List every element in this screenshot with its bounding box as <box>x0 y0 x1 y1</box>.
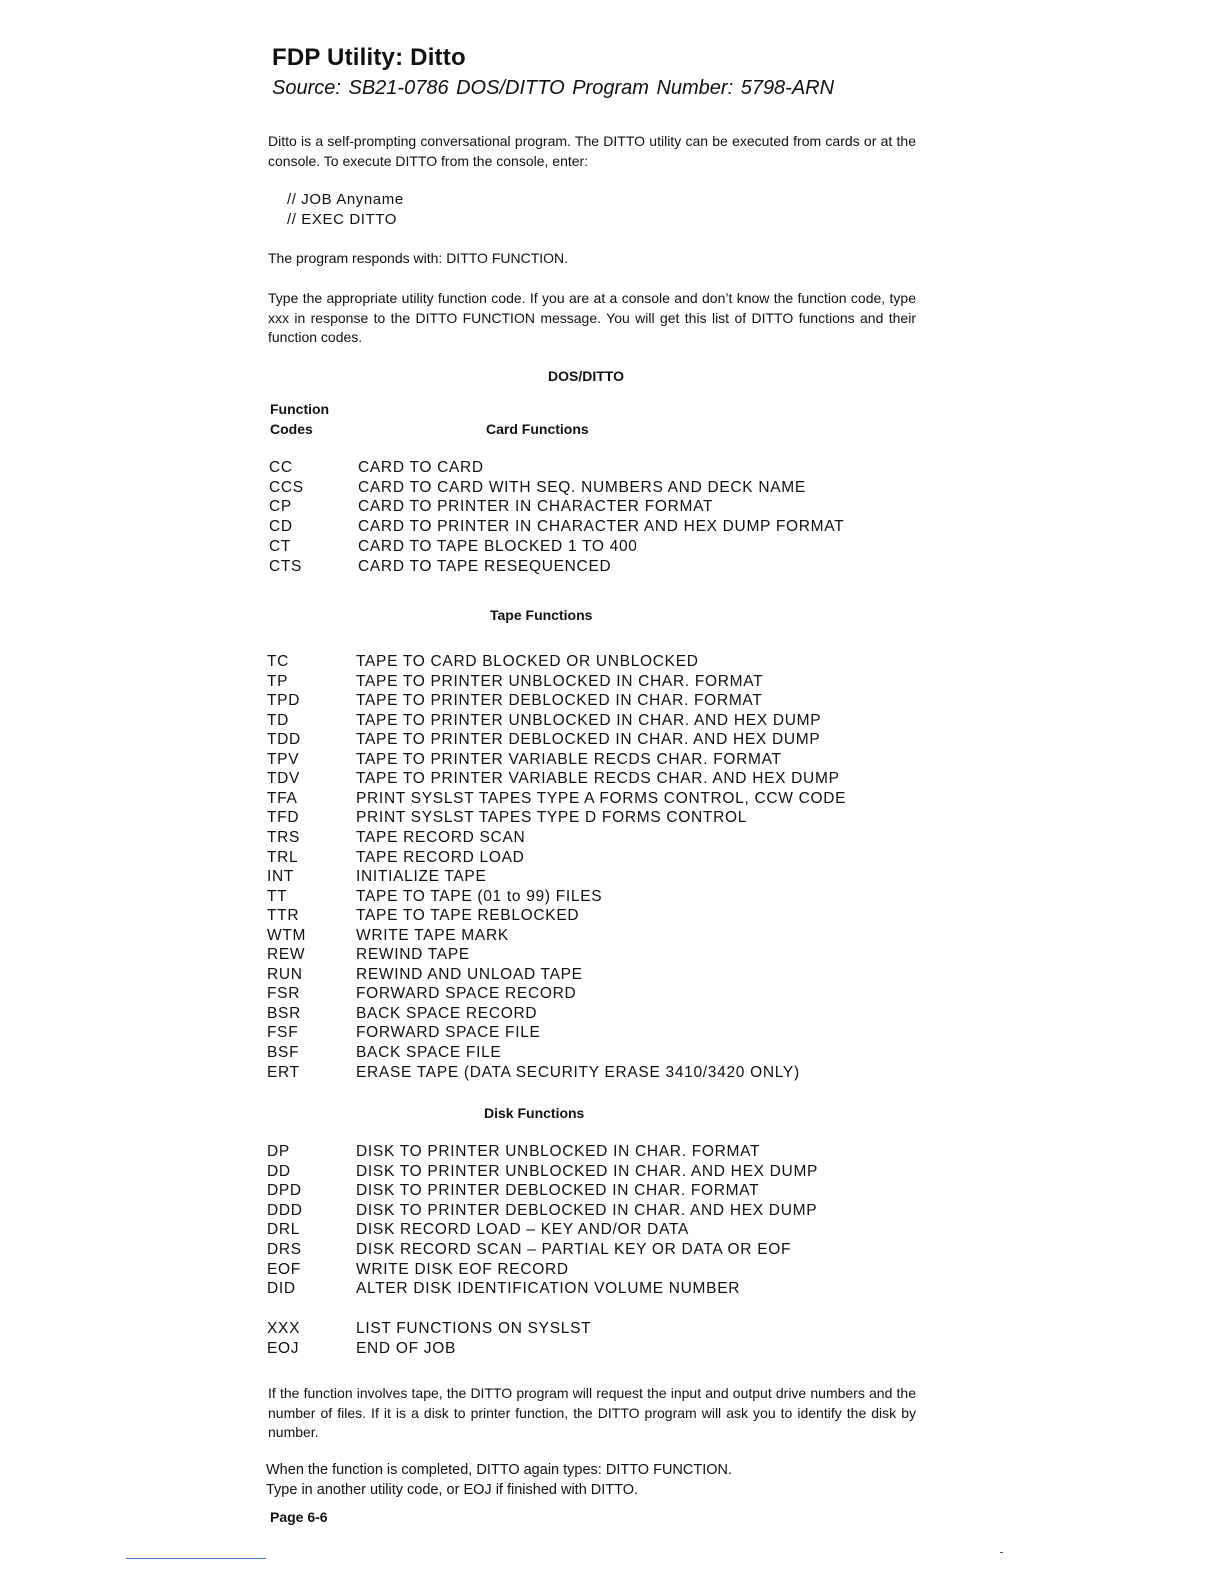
function-description: DISK TO PRINTER UNBLOCKED IN CHAR. FORMAT <box>356 1143 761 1160</box>
function-description: WRITE TAPE MARK <box>356 926 509 944</box>
function-description: CARD TO CARD WITH SEQ. NUMBERS AND DECK NAME <box>358 478 806 496</box>
function-description: ERASE TAPE (DATA SECURITY ERASE 3410/3420 ONLY) <box>356 1063 800 1081</box>
function-description: DISK RECORD SCAN – PARTIAL KEY OR DATA OR EOF <box>356 1241 792 1258</box>
source-line: Source: SB21-0786 DOS/DITTO Program Number: 5798-ARN <box>272 77 835 99</box>
intro-paragraph: Ditto is a self-prompting conversational program. The DITTO utility can be executed from cards or at the console. To execute DITTO from the console, enter: <box>268 133 916 169</box>
function-code: RUN <box>267 965 303 983</box>
table-title: DOS/DITTO <box>548 368 624 384</box>
function-code: CCS <box>269 478 304 496</box>
function-code: TC <box>267 653 290 670</box>
function-description: WRITE DISK EOF RECORD <box>356 1260 569 1278</box>
function-description: TAPE TO TAPE (01 to 99) FILES <box>356 887 603 905</box>
function-description: REWIND AND UNLOAD TAPE <box>356 965 583 983</box>
function-code: CD <box>269 518 293 536</box>
function-description: TAPE TO PRINTER UNBLOCKED IN CHAR. FORMAT <box>356 672 764 690</box>
tape-functions-heading: Tape Functions <box>490 607 593 623</box>
disk-functions-heading: Disk Functions <box>484 1105 585 1121</box>
function-code: TPD <box>267 692 301 710</box>
function-description: BACK SPACE FILE <box>356 1044 502 1061</box>
function-code: DP <box>267 1143 290 1160</box>
function-description: CARD TO PRINTER IN CHARACTER FORMAT <box>358 498 714 516</box>
function-description: TAPE TO TAPE REBLOCKED <box>356 907 580 925</box>
function-description: DISK RECORD LOAD – KEY AND/OR DATA <box>356 1221 690 1239</box>
function-code: DPD <box>267 1182 302 1200</box>
function-code: DDD <box>267 1201 303 1219</box>
function-code: INT <box>267 868 295 886</box>
function-code: CT <box>269 537 292 555</box>
function-description: TAPE TO CARD BLOCKED OR UNBLOCKED <box>356 653 699 670</box>
page-mark <box>1000 1552 1003 1553</box>
function-code: CP <box>269 498 292 516</box>
function-code: DID <box>267 1280 296 1298</box>
function-description: INITIALIZE TAPE <box>356 868 487 886</box>
function-code: DRS <box>267 1241 302 1258</box>
function-code: TPV <box>267 750 300 768</box>
function-description: TAPE RECORD SCAN <box>356 828 526 846</box>
function-description: CARD TO PRINTER IN CHARACTER AND HEX DUMP FORMAT <box>358 518 845 536</box>
function-description: TAPE TO PRINTER VARIABLE RECDS CHAR. FORMAT <box>356 750 782 768</box>
function-code: FSF <box>267 1024 299 1042</box>
function-code: TD <box>267 711 290 729</box>
function-description: LIST FUNCTIONS ON SYSLST <box>356 1320 592 1337</box>
function-code: EOJ <box>267 1339 300 1357</box>
function-code: EOF <box>267 1260 301 1278</box>
function-description: REWIND TAPE <box>356 946 470 964</box>
column-header-codes: Codes <box>270 421 313 437</box>
page-title: FDP Utility: Ditto <box>272 44 466 71</box>
function-code: TFD <box>267 809 300 827</box>
function-description: PRINT SYSLST TAPES TYPE D FORMS CONTROL <box>356 809 748 827</box>
function-code: WTM <box>267 926 307 944</box>
completed-line-2: Type in another utility code, or EOJ if finished with DITTO. <box>266 1482 639 1498</box>
function-description: DISK TO PRINTER DEBLOCKED IN CHAR. AND HEX DUMP <box>356 1201 818 1219</box>
function-description: CARD TO TAPE BLOCKED 1 TO 400 <box>358 537 638 555</box>
function-description: TAPE TO PRINTER DEBLOCKED IN CHAR. AND HEX DUMP <box>356 731 821 749</box>
page-number: Page 6-6 <box>270 1509 328 1525</box>
function-code: ERT <box>267 1063 300 1081</box>
column-header-function: Function <box>270 401 330 417</box>
function-code: TFA <box>267 789 298 807</box>
function-code: TT <box>267 887 288 905</box>
function-description: CARD TO TAPE RESEQUENCED <box>358 557 612 575</box>
job-line-2: // EXEC DITTO <box>287 211 398 228</box>
function-description: CARD TO CARD <box>358 459 484 476</box>
function-code: TRS <box>267 828 301 846</box>
job-line-1: // JOB Anyname <box>287 191 404 208</box>
function-description: TAPE TO PRINTER UNBLOCKED IN CHAR. AND HEX DUMP <box>356 711 822 729</box>
function-description: DISK TO PRINTER UNBLOCKED IN CHAR. AND HEX DUMP <box>356 1162 819 1180</box>
function-code: XXX <box>267 1320 301 1337</box>
completed-line-1: When the function is completed, DITTO again types: DITTO FUNCTION. <box>266 1462 733 1478</box>
function-description: DISK TO PRINTER DEBLOCKED IN CHAR. FORMAT <box>356 1182 760 1200</box>
function-description: ALTER DISK IDENTIFICATION VOLUME NUMBER <box>356 1280 741 1298</box>
function-description: TAPE TO PRINTER DEBLOCKED IN CHAR. FORMAT <box>356 692 763 710</box>
responds-line: The program responds with: DITTO FUNCTION. <box>268 250 569 266</box>
function-code: CTS <box>269 557 303 575</box>
footer-rule <box>126 1558 266 1559</box>
function-code: TP <box>267 672 289 690</box>
function-code: CC <box>269 459 293 476</box>
closing-paragraph: If the function involves tape, the DITTO program will request the input and output drive numbers and the number of files. If it is a disk to printer function, the DITTO program will ask you to identify the disk by number. <box>268 1385 916 1440</box>
function-description: BACK SPACE RECORD <box>356 1004 538 1022</box>
function-description: PRINT SYSLST TAPES TYPE A FORMS CONTROL, CCW CODE <box>356 789 847 807</box>
function-code: TRL <box>267 848 299 866</box>
function-code: BSF <box>267 1044 300 1061</box>
type-paragraph: Type the appropriate utility function code. If you are at a console and don’t know the function code, type xxx in response to the DITTO FUNCTION message. You will get this list of DITTO functions and their function codes. <box>268 290 916 345</box>
function-description: FORWARD SPACE RECORD <box>356 985 577 1003</box>
function-description: END OF JOB <box>356 1339 457 1357</box>
function-description: TAPE TO PRINTER VARIABLE RECDS CHAR. AND HEX DUMP <box>356 770 840 788</box>
card-functions-heading: Card Functions <box>486 421 589 437</box>
function-code: TDV <box>267 770 301 788</box>
function-code: TTR <box>267 907 300 925</box>
function-code: DD <box>267 1162 291 1180</box>
function-description: FORWARD SPACE FILE <box>356 1024 541 1042</box>
function-description: TAPE RECORD LOAD <box>356 848 525 866</box>
function-code: TDD <box>267 731 301 749</box>
function-code: FSR <box>267 985 301 1003</box>
function-code: BSR <box>267 1004 301 1022</box>
function-code: REW <box>267 946 306 964</box>
function-code: DRL <box>267 1221 301 1239</box>
